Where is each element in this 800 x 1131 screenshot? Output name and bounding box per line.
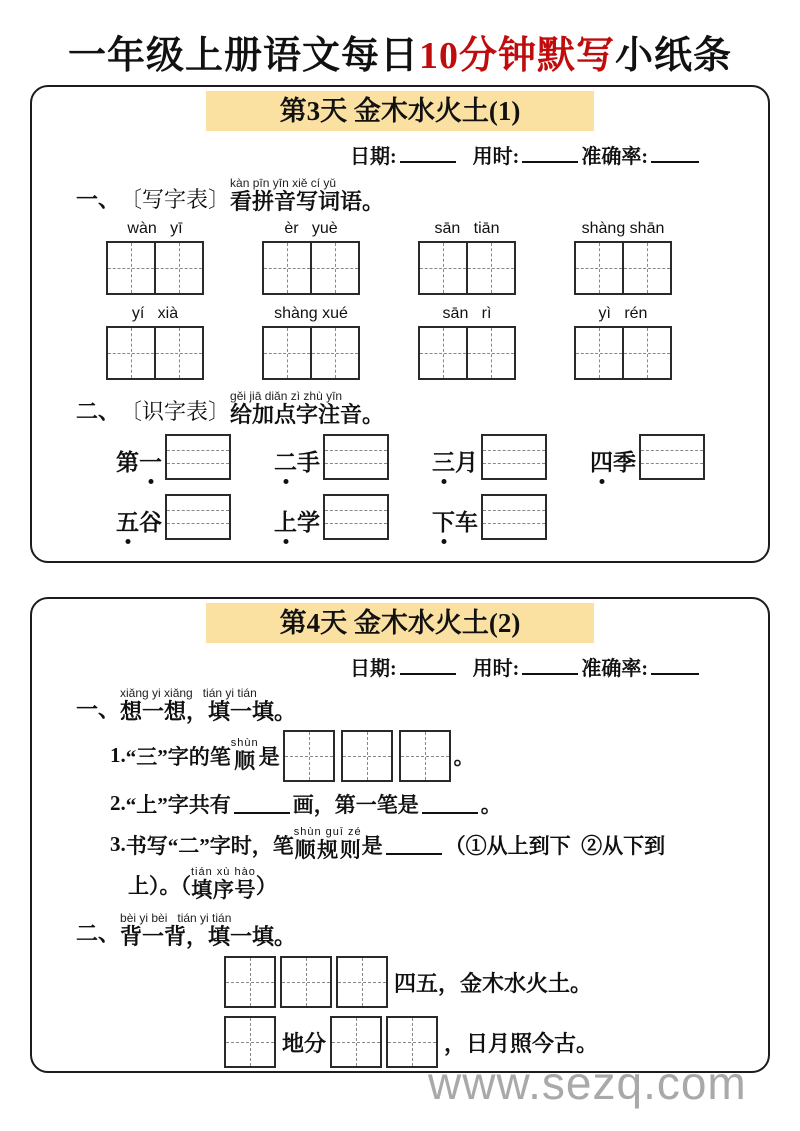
- grid-cell[interactable]: [154, 243, 202, 293]
- day3-meta-line: [32, 140, 768, 169]
- fill-in-box[interactable]: [330, 1016, 382, 1068]
- question-text: “三”字的笔: [125, 744, 231, 769]
- writing-grid[interactable]: [418, 326, 516, 380]
- question-text: 上）。（: [128, 873, 191, 898]
- dotted-word-item: [274, 434, 389, 480]
- grid-cell[interactable]: [622, 243, 670, 293]
- title-highlight: 10分钟默写: [418, 35, 615, 77]
- stroke-order-box[interactable]: [341, 730, 393, 782]
- day4-exercise1-heading: [76, 687, 768, 724]
- pinyin-answer-box[interactable]: [165, 434, 231, 480]
- hanzi-char-dotted: 上: [274, 510, 297, 536]
- fill-in-box[interactable]: [336, 956, 388, 1008]
- date-blank[interactable]: [400, 144, 456, 163]
- grid-cell[interactable]: [264, 243, 310, 293]
- grid-cell[interactable]: [576, 243, 622, 293]
- hanzi-char: 学: [297, 510, 320, 536]
- dotted-word-row-2: [32, 494, 768, 540]
- grid-cell[interactable]: [310, 243, 358, 293]
- day3-exercise1-heading: [76, 177, 768, 214]
- recite-text: 四五，金木水火土。: [394, 970, 593, 996]
- answer-blank[interactable]: [234, 794, 290, 814]
- hanzi-char: 车: [455, 510, 478, 536]
- writing-grid[interactable]: [418, 241, 516, 295]
- heading-text: 给加点字注音。: [230, 401, 385, 427]
- question-text: “上”字共有: [125, 792, 231, 817]
- watermark: www.sezq.com: [428, 1057, 747, 1109]
- accuracy-blank[interactable]: [651, 656, 699, 675]
- grid-cell[interactable]: [108, 243, 154, 293]
- writing-grid[interactable]: [106, 241, 204, 295]
- pinyin-answer-box[interactable]: [481, 434, 547, 480]
- stroke-order-box[interactable]: [399, 730, 451, 782]
- ruby-tian-xu-hao: [191, 866, 256, 904]
- grid-cell[interactable]: [420, 328, 466, 378]
- time-label: 用时:: [472, 146, 520, 168]
- word-group: [262, 220, 360, 295]
- accuracy-label: 准确率:: [581, 146, 649, 168]
- word-group: [418, 305, 516, 380]
- grid-cell[interactable]: [420, 243, 466, 293]
- exercise-number: 一、: [76, 696, 121, 722]
- ruby-shun-gui-ze: [294, 826, 362, 864]
- hanzi-char-dotted: 五: [116, 510, 139, 536]
- title-right: 小纸条: [615, 35, 733, 77]
- pinyin-label: èr yuè: [284, 219, 338, 237]
- question-number: 2.: [110, 791, 126, 816]
- grid-cell[interactable]: [264, 328, 310, 378]
- question-text: （①从上到下 ②从下到: [444, 833, 666, 858]
- exercise-tag: 〔识字表〕: [120, 399, 231, 425]
- time-blank[interactable]: [522, 656, 578, 675]
- question-number: 1.: [110, 743, 126, 768]
- hanzi-char-dotted: 三: [432, 450, 455, 476]
- ruby-pinyin: tián xù hào: [191, 865, 256, 878]
- pinyin-word-row-1: [32, 220, 768, 295]
- hanzi-char: 月: [455, 450, 478, 476]
- question-2: [110, 789, 768, 819]
- date-label: 日期:: [350, 658, 397, 680]
- answer-blank[interactable]: [386, 835, 442, 855]
- exercise-number: 一、: [76, 186, 121, 212]
- word-group: [574, 305, 672, 380]
- heading-text: 想一想，填一填。: [120, 698, 297, 724]
- dotted-word-item: [116, 494, 231, 540]
- writing-grid[interactable]: [574, 241, 672, 295]
- day4-exercise2-heading: [76, 912, 768, 949]
- heading-pinyin: xiǎng yi xiǎng tián yi tián: [120, 686, 257, 700]
- fill-in-box[interactable]: [224, 1016, 276, 1068]
- hanzi-char: 第: [116, 450, 139, 476]
- hanzi-char-dotted: 下: [432, 510, 455, 536]
- question-3-line-1: [110, 826, 768, 864]
- heading-pinyin: bèi yi bèi tián yi tián: [120, 910, 232, 925]
- grid-cell[interactable]: [310, 328, 358, 378]
- pinyin-answer-box[interactable]: [323, 494, 389, 540]
- grid-cell[interactable]: [154, 328, 202, 378]
- day4-card: [30, 597, 770, 1073]
- ruby-base: 填序号: [191, 877, 256, 902]
- ruby-shun: [231, 737, 259, 775]
- word-group: [106, 220, 204, 295]
- grid-cell[interactable]: [466, 243, 514, 293]
- hanzi-char-dotted: 四: [590, 450, 613, 476]
- pinyin-answer-box[interactable]: [165, 494, 231, 540]
- hanzi-char: 季: [613, 450, 636, 476]
- stroke-order-box[interactable]: [283, 730, 335, 782]
- dotted-word-item: [590, 434, 705, 480]
- dotted-word-item: [274, 494, 389, 540]
- heading-pinyin: kàn pīn yīn xiě cí yǔ: [230, 176, 337, 190]
- word-group: [574, 220, 672, 295]
- question-text: 是: [258, 744, 280, 769]
- pinyin-answer-box[interactable]: [323, 434, 389, 480]
- title-left: 一年级上册语文每日: [67, 35, 419, 77]
- page-title: [0, 24, 800, 79]
- writing-grid[interactable]: [574, 326, 672, 380]
- day3-exercise2-heading: [76, 390, 768, 427]
- grid-cell[interactable]: [108, 328, 154, 378]
- grid-cell[interactable]: [466, 328, 514, 378]
- question-3-line-2: [128, 866, 768, 904]
- day4-header: 第4天 金木水火土(2): [206, 603, 594, 643]
- pinyin-label: sān rì: [442, 304, 492, 322]
- pinyin-label: sān tiān: [434, 219, 500, 237]
- answer-blank[interactable]: [422, 794, 478, 814]
- pinyin-label: wàn yī: [127, 219, 183, 237]
- heading-text: 看拼音写词语。: [230, 188, 385, 214]
- pinyin-answer-box[interactable]: [481, 494, 547, 540]
- fill-in-box[interactable]: [224, 956, 276, 1008]
- day3-header: 第3天 金木水火土(1): [206, 91, 594, 131]
- date-blank[interactable]: [400, 656, 456, 675]
- time-label: 用时:: [472, 658, 520, 680]
- writing-grid[interactable]: [106, 326, 204, 380]
- accuracy-blank[interactable]: [651, 144, 699, 163]
- question-number: 3.: [110, 832, 126, 857]
- hanzi-char-dotted: 一: [139, 450, 162, 476]
- dotted-word-item: [432, 494, 547, 540]
- pinyin-label: yì rén: [598, 304, 648, 322]
- day3-card: [30, 85, 770, 563]
- word-group: [106, 305, 204, 380]
- dotted-word-item: [116, 434, 231, 480]
- ruby-pinyin: shùn: [230, 736, 259, 749]
- recite-text: ，日月照今古。: [444, 1030, 599, 1056]
- heading-text: 背一背，填一填。: [120, 923, 297, 949]
- exercise-number: 二、: [76, 399, 121, 425]
- pinyin-label: shàng shān: [581, 219, 665, 237]
- word-group: [418, 220, 516, 295]
- date-label: 日期:: [350, 146, 397, 168]
- pinyin-answer-box[interactable]: [639, 434, 705, 480]
- heading-pinyin: gěi jiā diǎn zì zhù yīn: [230, 388, 343, 403]
- dotted-word-item: [432, 434, 547, 480]
- ruby-base: 顺: [230, 748, 259, 773]
- day4-meta-line: [32, 652, 768, 681]
- writing-grid[interactable]: [262, 326, 360, 380]
- pinyin-word-row-2: [32, 305, 768, 380]
- exercise-number: 二、: [76, 921, 121, 947]
- hanzi-char-dotted: 二: [274, 450, 297, 476]
- question-text: 书写“二”字时，笔: [125, 833, 294, 858]
- grid-cell[interactable]: [576, 328, 622, 378]
- question-text: 。: [480, 792, 502, 817]
- pinyin-label: shàng xué: [274, 304, 348, 322]
- writing-grid[interactable]: [262, 241, 360, 295]
- accuracy-label: 准确率:: [581, 658, 649, 680]
- recite-text: 地分: [282, 1030, 327, 1056]
- question-1: [110, 730, 768, 782]
- hanzi-char: 手: [297, 450, 320, 476]
- recite-line-1: [224, 956, 768, 1008]
- question-text: ）: [255, 873, 277, 898]
- hanzi-char: 谷: [139, 510, 162, 536]
- ruby-base: 顺规则: [293, 837, 362, 862]
- question-text: 是: [361, 833, 383, 858]
- grid-cell[interactable]: [622, 328, 670, 378]
- dotted-word-row-1: [32, 434, 768, 480]
- question-text: 。: [453, 744, 475, 769]
- ruby-pinyin: shùn guī zé: [293, 825, 362, 838]
- question-text: 画，第一笔是: [292, 792, 419, 817]
- fill-in-box[interactable]: [280, 956, 332, 1008]
- word-group: [262, 305, 360, 380]
- exercise-tag: 〔写字表〕: [120, 186, 231, 212]
- time-blank[interactable]: [522, 144, 578, 163]
- pinyin-label: yí xià: [131, 304, 179, 322]
